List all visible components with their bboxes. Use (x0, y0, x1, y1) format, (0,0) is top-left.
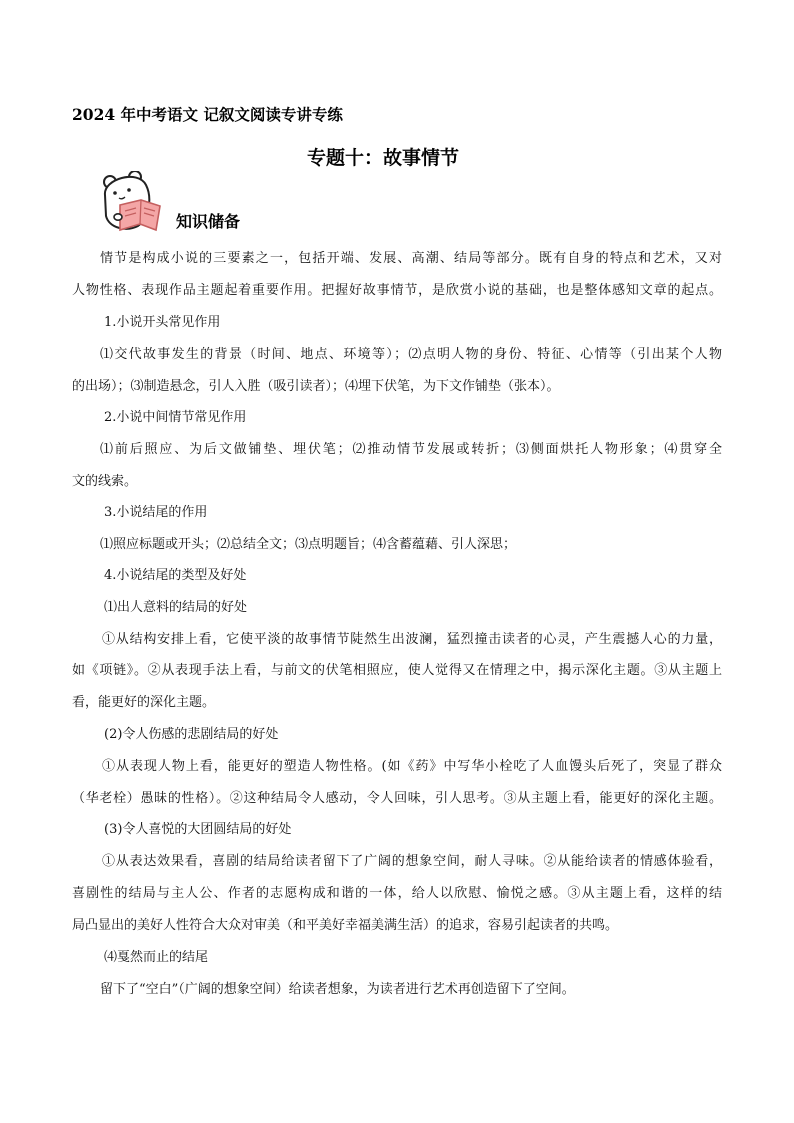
body-line: （华老栓）愚昧的性格）。②这种结局令人感动，令人回味，引人思考。③从主题上看，能更好的深化主题。 (72, 791, 722, 806)
section-heading: 知识储备 (176, 212, 241, 231)
intro-line: 人物性格、表现作品主题起着重要作用。把握好故事情节，是欣赏小说的基础，也是整体感知文章的起点。 (72, 283, 722, 298)
body-line: ①从结构安排上看，它使平淡的故事情节陡然生出波澜，猛烈撞击读者的心灵，产生震撼人心的力量， (102, 632, 722, 647)
sub-subheading: (2)令人伤感的悲剧结局的好处 (104, 727, 279, 742)
intro-line: 情节是构成小说的三要素之一，包括开端、发展、高潮、结局等部分。既有自身的特点和艺术，又对 (100, 251, 722, 266)
body-line: 如《项链》。②从表现手法上看，与前文的伏笔相照应，使人觉得又在情理之中，揭示深化主题。③从主题上 (72, 663, 722, 678)
body-line: 喜剧性的结局与主人公、作者的志愿构成和谐的一体，给人以欣慰、愉悦之感。③从主题上看，这样的结 (72, 886, 722, 901)
body-line: 文的线索。 (72, 474, 138, 489)
body-line: ⑴前后照应、为后文做铺垫、埋伏笔；⑵推动情节发展或转折；⑶侧面烘托人物形象；⑷贯穿全 (100, 442, 722, 457)
body-line: ①从表达效果看，喜剧的结局给读者留下了广阔的想象空间，耐人寻味。②从能给读者的情感体验看， (102, 854, 722, 869)
subheading: 3.小说结尾的作用 (104, 505, 208, 520)
body-line: ⑴照应标题或开头；⑵总结全文；⑶点明题旨；⑷含蓄蕴藉、引人深思； (100, 537, 517, 552)
sub-subheading: ⑷戛然而止的结尾 (104, 950, 209, 965)
sub-subheading: (3)令人喜悦的大团圆结局的好处 (104, 822, 292, 837)
body-line: ⑴交代故事发生的背景（时间、地点、环境等）；⑵点明人物的身份、特征、心情等（引出某个人物 (100, 347, 722, 362)
bear-reading-book-icon (100, 171, 166, 233)
document-header: 2024 年中考语文 记叙文阅读专讲专练 (72, 105, 343, 124)
body-line: 局凸显出的美好人性符合大众对审美（和平美好幸福美满生活）的追求，容易引起读者的共鸣。 (72, 918, 619, 933)
body-line: 留下了“空白”（广阔的想象空间）给读者想象，为读者进行艺术再创造留下了空间。 (100, 982, 575, 997)
subheading: 4.小说结尾的类型及好处 (104, 568, 247, 583)
body-line: 的出场）；⑶制造悬念，引人入胜（吸引读者）；⑷埋下伏笔，为下文作铺垫（张本）。 (72, 379, 560, 394)
subheading: 1.小说开头常见作用 (104, 315, 221, 330)
body-line: ①从表现人物上看，能更好的塑造人物性格。(如《药》中写华小栓吃了人血馒头后死了，突显了群众 (102, 759, 722, 774)
subheading: 2.小说中间情节常见作用 (104, 410, 247, 425)
sub-subheading: ⑴出人意料的结局的好处 (104, 600, 248, 615)
page-title: 专题十：故事情节 (306, 147, 459, 169)
body-line: 看，能更好的深化主题。 (72, 695, 216, 710)
